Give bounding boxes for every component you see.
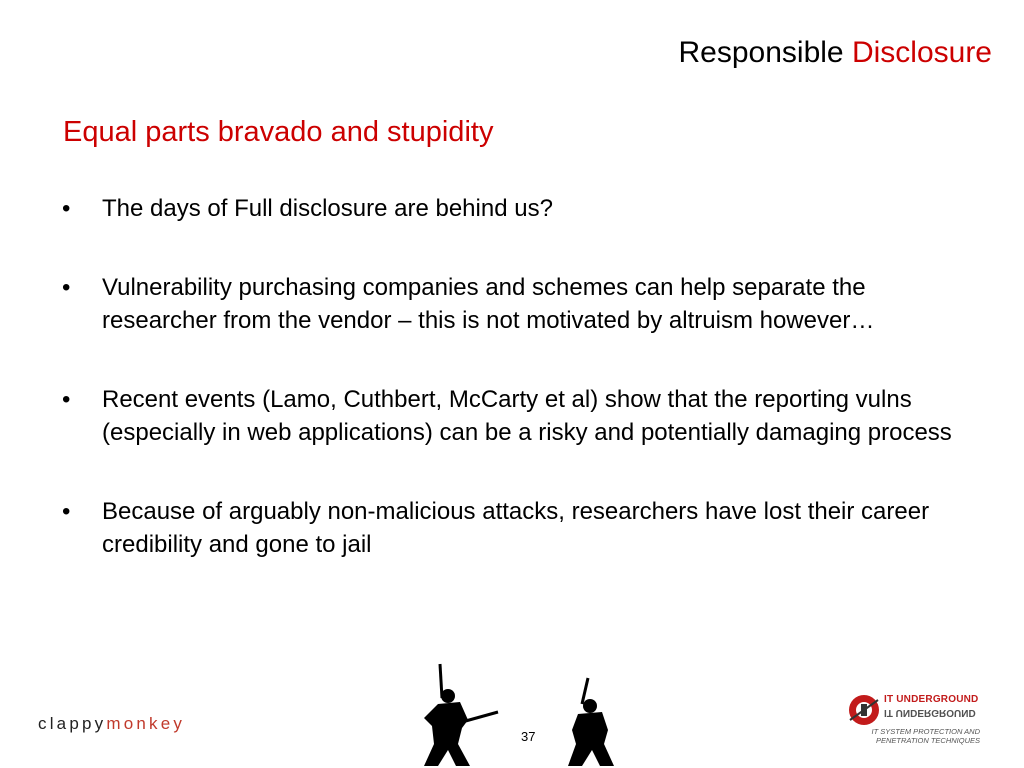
slide-title-accent: Disclosure [851,36,992,69]
slide-subtitle: Equal parts bravado and stupidity [63,116,494,148]
it-underground-tagline: IT SYSTEM PROTECTION AND PENETRATION TECHNIQUES [871,727,980,745]
it-underground-mark-icon [846,690,882,730]
logo-part-monkey: monkey [106,714,186,733]
bullet-list [60,192,980,607]
bullet-marker: • [62,498,71,525]
it-underground-name: IT UNDERGROUND [884,694,979,705]
clappymonkey-logo [38,714,185,734]
bullet-marker: • [62,274,71,301]
it-underground-logo [846,690,986,750]
page-number: 37 [521,729,536,744]
bullet-text: Vulnerability purchasing companies and schemes can help separate the researcher from the vendor – this is not motivated by altruism however… [102,274,875,334]
bullet-item [60,383,980,449]
ninja-silhouettes-icon [410,660,620,768]
bullet-text: The days of Full disclosure are behind us? [102,195,553,222]
bullet-text: Because of arguably non-malicious attacks, researchers have lost their career credibility and gone to jail [102,498,930,558]
bullet-item [60,271,980,337]
bullet-text: Recent events (Lamo, Cuthbert, McCarty et al) show that the reporting vulns (especially in web applications) can be a risky and potentially damaging process [102,386,952,446]
bullet-marker: • [62,195,71,222]
slide-title-plain: Responsible [678,36,844,69]
bullet-marker: • [62,386,71,413]
bullet-item [60,495,980,561]
slide-title [679,36,993,70]
bullet-item [60,192,980,225]
it-underground-name-reflection: IT UNDERGROUND [884,707,976,718]
logo-part-clappy: clappy [38,714,107,733]
